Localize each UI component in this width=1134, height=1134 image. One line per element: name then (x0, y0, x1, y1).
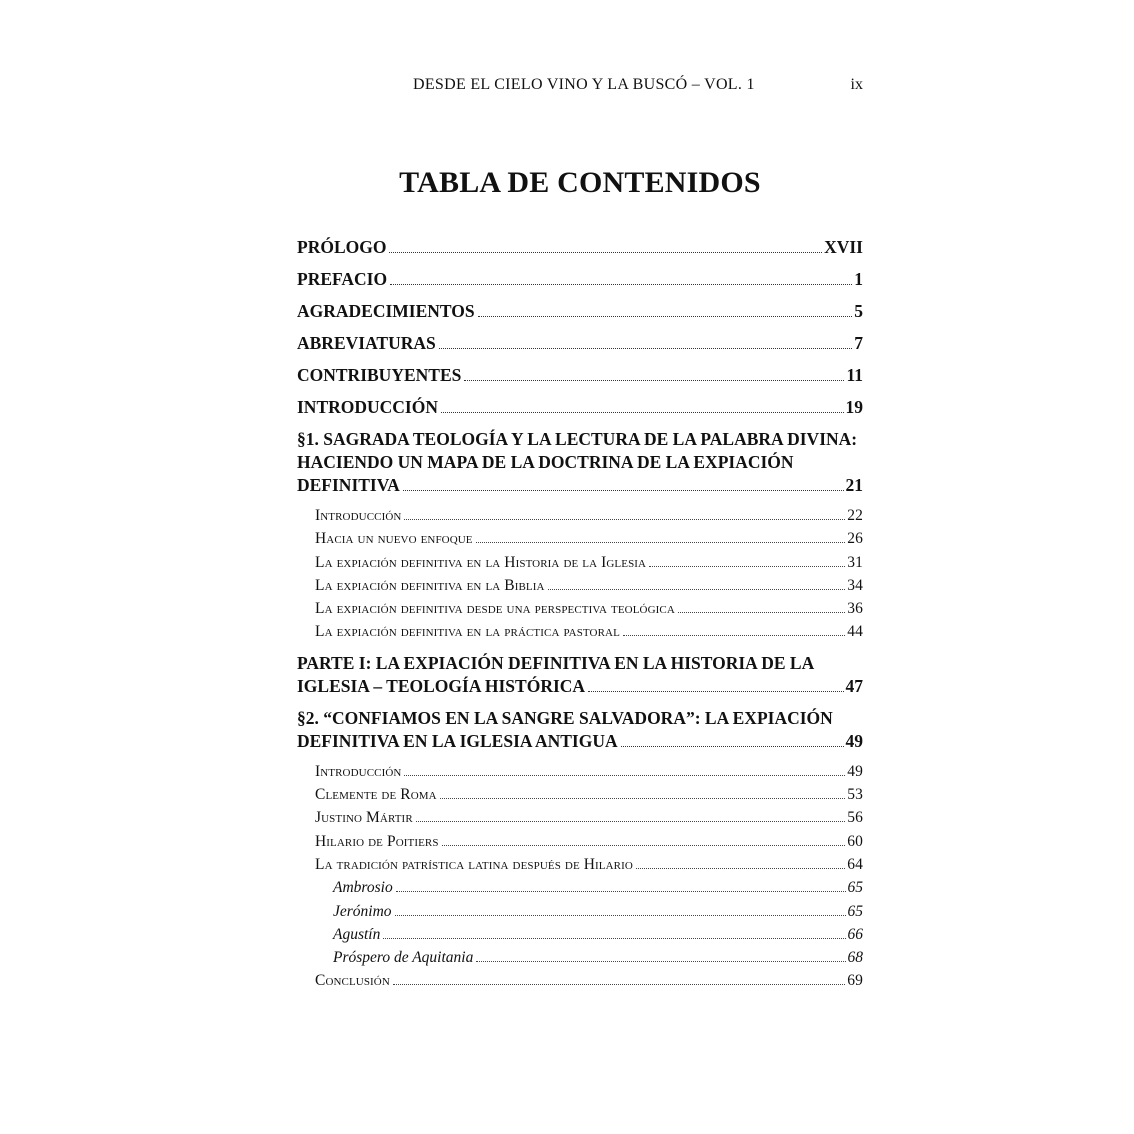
toc-entry-title: La expiación definitiva desde una perspectiva teológica (315, 600, 675, 618)
toc-entry-title: Introducción (315, 762, 402, 780)
toc-entry (297, 332, 863, 355)
toc-page-number: 22 (847, 507, 863, 524)
dot-leader (404, 775, 845, 776)
dot-leader (389, 252, 822, 253)
toc-entry (297, 268, 863, 291)
toc-entry-title: Introducción (315, 507, 402, 524)
toc-entry-title: INTRODUCCIÓN (297, 397, 438, 417)
toc-page-number: 60 (847, 832, 863, 850)
toc-entry-title: Hacia un nuevo enfoque (315, 530, 473, 548)
dot-leader (393, 984, 845, 985)
toc-entry (297, 707, 863, 753)
page-number: ix (850, 76, 863, 93)
toc-page-number: 69 (847, 972, 863, 990)
toc-entry-title: §1. SAGRADA TEOLOGÍA Y LA LECTURA DE LA PALABRA DIVINA: (297, 429, 858, 449)
toc-entry (297, 806, 863, 829)
dot-leader (441, 412, 844, 413)
running-header (297, 76, 863, 98)
table-of-contents (297, 236, 863, 993)
toc-entry-title: IGLESIA – TEOLOGÍA HISTÓRICA (297, 675, 586, 696)
dot-leader (476, 961, 845, 962)
dot-leader (390, 284, 852, 285)
dot-leader (548, 589, 846, 590)
toc-page-number: 34 (847, 576, 863, 594)
toc-entry-title: Ambrosio (333, 879, 393, 897)
toc-entry-title: Conclusión (315, 972, 390, 990)
dot-leader (636, 868, 845, 869)
toc-entry-title: PRÓLOGO (297, 237, 387, 257)
toc-entry (297, 853, 863, 876)
toc-entry (297, 783, 863, 806)
toc-entry-title: HACIENDO UN MAPA DE LA DOCTRINA DE LA EXPIACIÓN (297, 452, 794, 472)
toc-page-number: 65 (847, 902, 863, 920)
toc-entry-title: Hilario de Poitiers (315, 832, 439, 850)
toc-entry-title: ABREVIATURAS (297, 333, 436, 353)
toc-entry-title: PARTE I: LA EXPIACIÓN DEFINITIVA EN LA HISTORIA DE LA (297, 652, 815, 673)
dot-leader (464, 380, 844, 381)
toc-page-number: 11 (846, 365, 863, 385)
toc-entry-title: La tradición patrística latina después de Hilario (315, 855, 633, 873)
toc-entry-title: Agustín (333, 925, 381, 943)
toc-entry-title: Clemente de Roma (315, 786, 437, 804)
toc-entry (297, 946, 863, 969)
toc-page-number: 1 (854, 269, 863, 289)
toc-entry-title: Jerónimo (333, 902, 392, 920)
toc-entry (297, 620, 863, 643)
dot-leader (383, 938, 845, 939)
dot-leader (395, 915, 846, 916)
toc-entry (297, 574, 863, 597)
dot-leader (623, 635, 845, 636)
dot-leader (478, 316, 853, 317)
toc-entry (297, 551, 863, 574)
toc-page-number: 36 (847, 600, 863, 618)
toc-entry-title: Justino Mártir (315, 809, 413, 827)
toc-entry-title: DEFINITIVA (297, 475, 400, 495)
toc-entry (297, 830, 863, 853)
dot-leader (442, 845, 846, 846)
toc-entry-title: La expiación definitiva en la Historia de la Iglesia (315, 553, 647, 571)
toc-entry-title: Próspero de Aquitania (333, 949, 474, 967)
dot-leader (649, 566, 845, 567)
dot-leader (396, 891, 846, 892)
toc-entry-title: DEFINITIVA EN LA IGLESIA ANTIGUA (297, 730, 618, 751)
toc-page-number: 49 (847, 762, 863, 780)
toc-entry (297, 597, 863, 620)
toc-page-number: 49 (845, 730, 863, 751)
toc-page-number: 31 (847, 553, 863, 571)
dot-leader (404, 519, 845, 520)
running-title: DESDE EL CIELO VINO Y LA BUSCÓ – VOL. 1 (413, 76, 755, 93)
toc-page-number: 26 (847, 530, 863, 548)
toc-title: TABLA DE CONTENIDOS (399, 166, 761, 199)
toc-entry-title: §2. “CONFIAMOS EN LA SANGRE SALVADORA”: LA EXPIACIÓN (297, 707, 833, 728)
toc-page-number: 21 (845, 475, 863, 495)
dot-leader (416, 821, 846, 822)
dot-leader (621, 746, 844, 747)
toc-entry-title: La expiación definitiva en la práctica pastoral (315, 623, 620, 641)
toc-entry (297, 900, 863, 923)
toc-entry (297, 236, 863, 259)
toc-entry-title: PREFACIO (297, 269, 388, 289)
toc-page-number: 64 (847, 855, 863, 873)
toc-page-number: 53 (847, 786, 863, 804)
dot-leader (476, 542, 846, 543)
toc-entry (297, 760, 863, 783)
toc-page-number: XVII (824, 237, 863, 257)
toc-entry (297, 652, 863, 698)
toc-entry (297, 300, 863, 323)
toc-page-number: 7 (854, 333, 863, 353)
toc-entry (297, 527, 863, 550)
toc-page-number: 5 (854, 301, 863, 321)
toc-entry-title: AGRADECIMIENTOS (297, 301, 475, 321)
toc-entry-title: La expiación definitiva en la Biblia (315, 576, 545, 594)
toc-entry (297, 923, 863, 946)
toc-entry (297, 364, 863, 387)
dot-leader (588, 691, 843, 692)
toc-entry (297, 504, 863, 527)
dot-leader (403, 490, 844, 491)
toc-page-number: 19 (845, 397, 863, 417)
toc-entry (297, 876, 863, 899)
toc-page-number: 56 (847, 809, 863, 827)
toc-entry (297, 969, 863, 992)
toc-page-number: 44 (847, 623, 863, 641)
toc-entry-title: CONTRIBUYENTES (297, 365, 462, 385)
toc-page-number: 65 (847, 879, 863, 897)
toc-entry (297, 396, 863, 419)
dot-leader (439, 348, 853, 349)
toc-page-number: 66 (847, 925, 863, 943)
dot-leader (440, 798, 846, 799)
toc-page-number: 47 (845, 675, 863, 696)
dot-leader (678, 612, 845, 613)
toc-entry (297, 428, 863, 497)
toc-page-number: 68 (847, 949, 863, 967)
